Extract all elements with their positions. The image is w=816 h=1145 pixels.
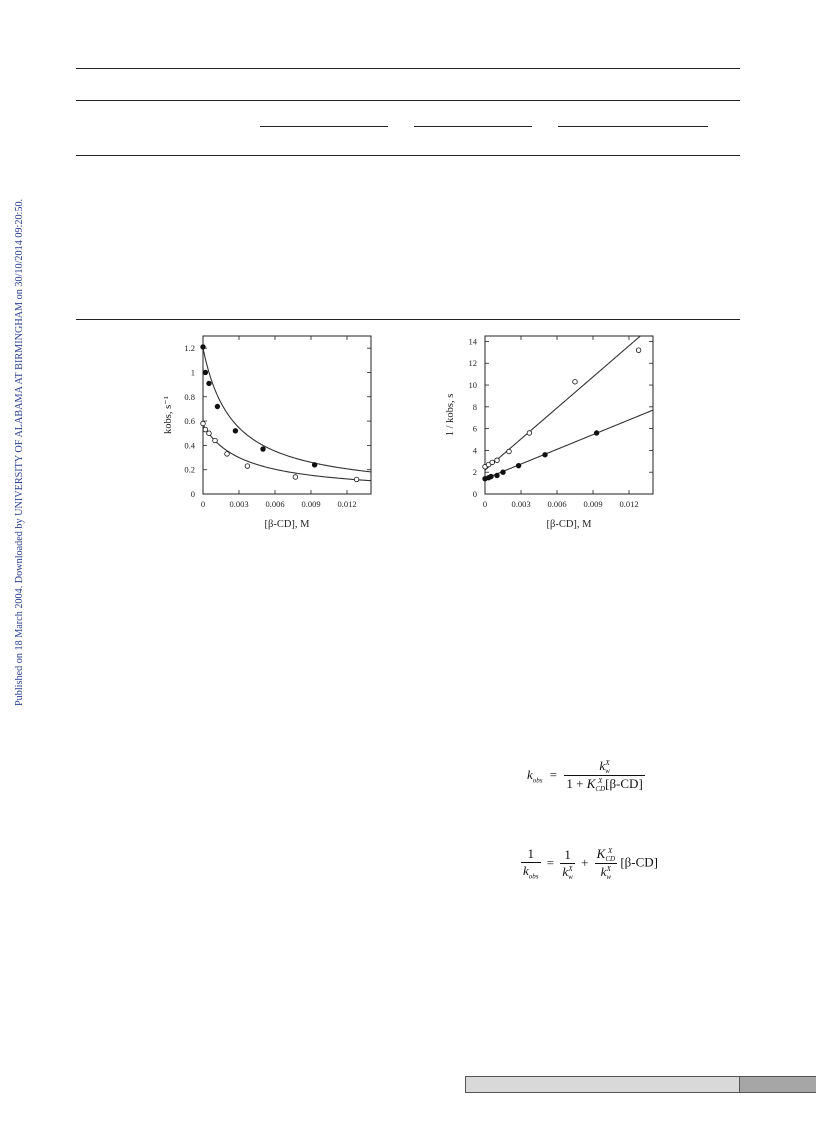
x-tick-label: 0 [482, 499, 488, 509]
data-point-filled [203, 370, 208, 375]
kobs-vs-cd-plot [140, 330, 400, 540]
y-tick-label: 2 [472, 467, 477, 478]
inverse-kobs-vs-cd-plot [430, 330, 670, 540]
data-point-filled [495, 473, 500, 478]
table-bottom-rule [76, 319, 740, 320]
footer-bar-dark [740, 1076, 816, 1093]
y-axis-label: kobs, s⁻¹ [163, 396, 174, 434]
data-point-open [573, 379, 578, 384]
x-tick-label: 0.012 [337, 499, 357, 509]
y-tick-label: 1.2 [184, 343, 195, 354]
data-point-open [225, 452, 230, 457]
data-point-open [203, 427, 208, 432]
data-point-filled [201, 345, 206, 350]
table-subheader-rule-1 [260, 126, 388, 127]
y-tick-label: 4 [472, 445, 477, 456]
y-tick-label: 8 [472, 401, 477, 412]
data-point-open [213, 438, 218, 443]
data-point-open [245, 464, 250, 469]
table-top-rule [76, 68, 740, 69]
data-point-filled [261, 447, 266, 452]
x-axis-label: [β-CD], M [546, 519, 592, 530]
data-point-filled [594, 431, 599, 436]
y-tick-label: 12 [468, 358, 477, 369]
x-tick-label: 0.009 [583, 499, 603, 509]
data-point-filled [489, 474, 494, 479]
data-point-filled [207, 381, 212, 386]
data-point-filled [312, 463, 317, 468]
x-tick-label: 0.003 [511, 499, 531, 509]
data-point-filled [516, 463, 521, 468]
data-point-open [354, 477, 359, 482]
publication-notice[interactable]: Published on 18 March 2004. Downloaded by UNIVERSITY OF ALABAMA AT BIRMINGHAM on 30/10/2014 09:20:50. [14, 198, 25, 706]
y-tick-label: 0.6 [184, 416, 195, 427]
x-tick-label: 0.006 [547, 499, 567, 509]
y-tick-label: 0.2 [184, 464, 195, 475]
table-subheader-rule-3 [558, 126, 708, 127]
data-point-filled [215, 404, 220, 409]
table-header-rule [76, 100, 740, 101]
data-point-open [293, 475, 298, 480]
fit-curve-2 [485, 325, 653, 470]
data-point-filled [501, 470, 506, 475]
footer-bar-light [465, 1076, 740, 1093]
data-point-open [495, 458, 500, 463]
x-tick-label: 0 [200, 499, 206, 509]
x-axis-label: [β-CD], M [264, 519, 310, 530]
y-tick-label: 10 [468, 380, 477, 391]
y-tick-label: 1 [190, 367, 195, 378]
equation-inverse-kobs: $\frac{1}{k_{obs}}$ = 1 k X w + K X CD k X w [β-CD] [523, 846, 658, 882]
y-tick-label: 0.8 [184, 391, 195, 402]
data-point-filled [543, 452, 548, 457]
fit-curve-1 [485, 410, 653, 479]
y-tick-label: 0 [190, 489, 195, 499]
plot-frame [485, 336, 653, 494]
y-tick-label: 6 [472, 423, 477, 434]
table-body-rule [76, 155, 740, 156]
data-point-open [490, 460, 495, 465]
data-point-open [527, 431, 532, 436]
y-axis-label: 1 / kobs, s [445, 393, 456, 437]
x-tick-label: 0.006 [265, 499, 285, 509]
y-tick-label: 0 [472, 489, 477, 499]
equation-kobs: $k_{obs}$ = k X w 1 + K X CD [β-CD] [527, 758, 643, 794]
data-point-open [636, 348, 641, 353]
y-tick-label: 0.4 [184, 440, 195, 451]
data-point-open [207, 431, 212, 436]
data-point-open [201, 421, 206, 426]
y-tick-label: 14 [468, 336, 477, 347]
x-tick-label: 0.009 [301, 499, 321, 509]
table-subheader-rule-2 [414, 126, 532, 127]
data-point-open [507, 449, 512, 454]
x-tick-label: 0.012 [619, 499, 639, 509]
data-point-filled [233, 429, 238, 434]
x-tick-label: 0.003 [229, 499, 249, 509]
